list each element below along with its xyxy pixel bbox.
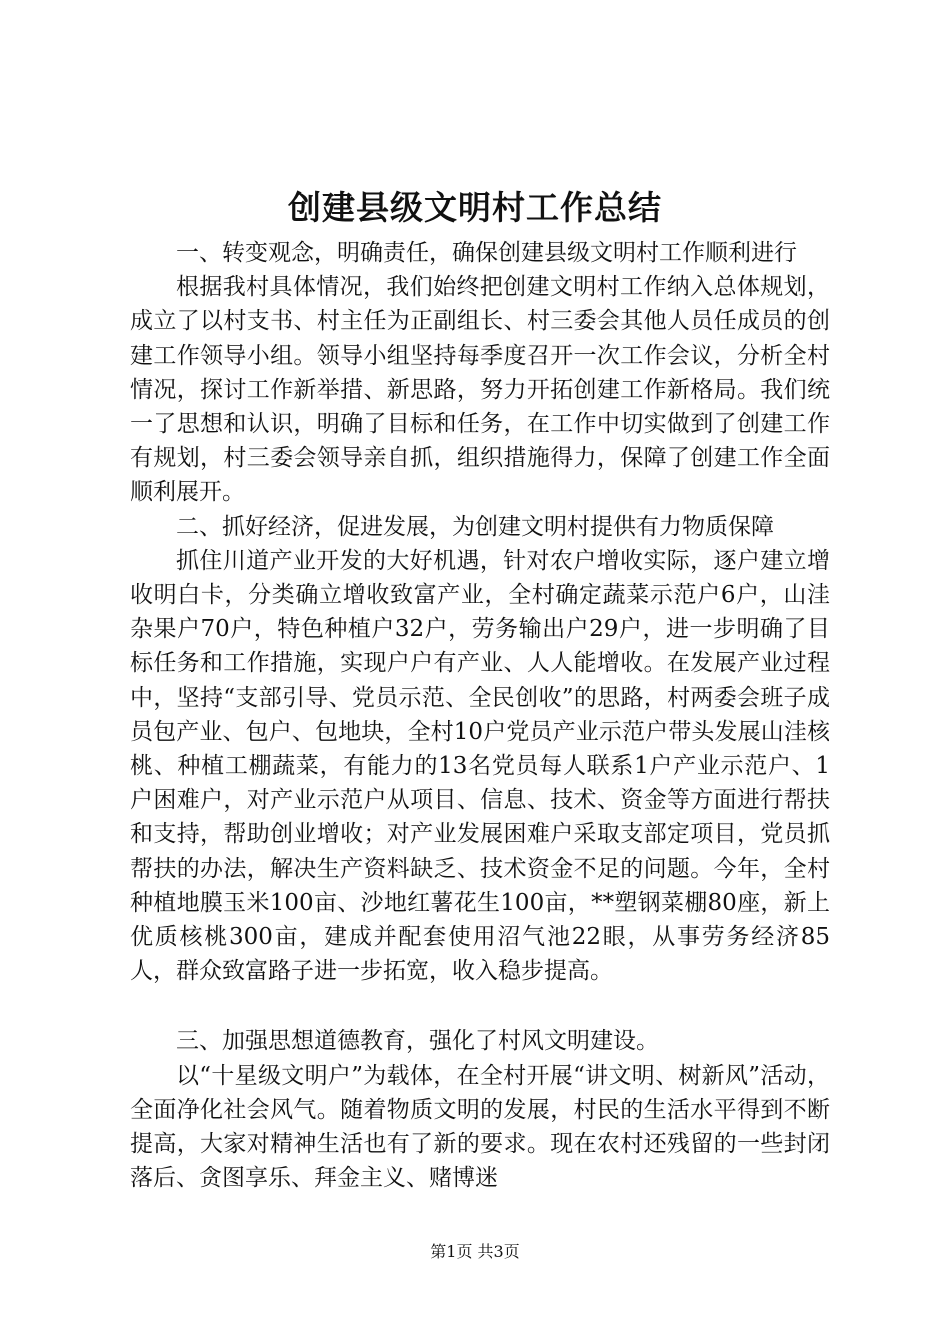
paragraph-1: 根据我村具体情况，我们始终把创建文明村工作纳入总体规划，成立了以村支书、村主任为正副组长、村三委会其他人员任成员的创建工作领导小组。领导小组坚持每季度召开一次工作会议，分析全村情况，探讨工作新举措、新思路，努力开拓创建工作新格局。我们统一了思想和认识，明确了目标和任务，在工作中切实做到了创建工作有规划，村三委会领导亲自抓，组织措施得力，保障了创建工作全面顺利展开。	[130, 274, 830, 506]
section-heading-2: 二、抓好经济，促进发展，为创建文明村提供有力物质保障	[176, 513, 774, 540]
paragraph-2: 抓住川道产业开发的大好机遇，针对农户增收实际，逐户建立增收明白卡，分类确立增收致富产业，全村确定蔬菜示范户6户，山洼杂果户70户，特色种植户32户，劳务输出户29户，进一步明确了目标任务和工作措施，实现户户有产业、人人能增收。在发展产业过程中，坚持“支部引导、党员示范、全民创收”的思路，村两委会班子成员包产业、包户、包地块，全村10户党员产业示范户带头发展山洼核桃、种植工棚蔬菜，有能力的13名党员每人联系1户产业示范户、1户困难户，对产业示范户从项目、信息、技术、资金等方面进行帮扶和支持，帮助创业增收；对产业发展困难户采取支部定项目，党员抓帮扶的办法，解决生产资料缺乏、技术资金不足的问题。今年，全村种植地膜玉米100亩、沙地红薯花生100亩，**塑钢菜棚80座，新上优质核桃300亩，建成并配套使用沼气池22眼，从事劳务经济85人，群众致富路子进一步拓宽，收入稳步提高。	[130, 547, 830, 985]
document-body	[130, 236, 830, 1195]
page-number-footer: 第1页 共3页	[430, 1242, 520, 1261]
section-heading-3: 三、加强思想道德教育，强化了村风文明建设。	[176, 1028, 659, 1055]
section-heading-1: 一、转变观念，明确责任，确保创建县级文明村工作顺利进行	[176, 240, 797, 266]
paragraph-3: 以“十星级文明户”为载体，在全村开展“讲文明、树新风”活动，全面净化社会风气。随着物质文明的发展，村民的生活水平得到不断提高，大家对精神生活也有了新的要求。现在农村还残留的一些封闭落后、贪图享乐、拜金主义、赌博迷	[130, 1062, 830, 1192]
document-title: 创建县级文明村工作总结	[288, 188, 662, 227]
